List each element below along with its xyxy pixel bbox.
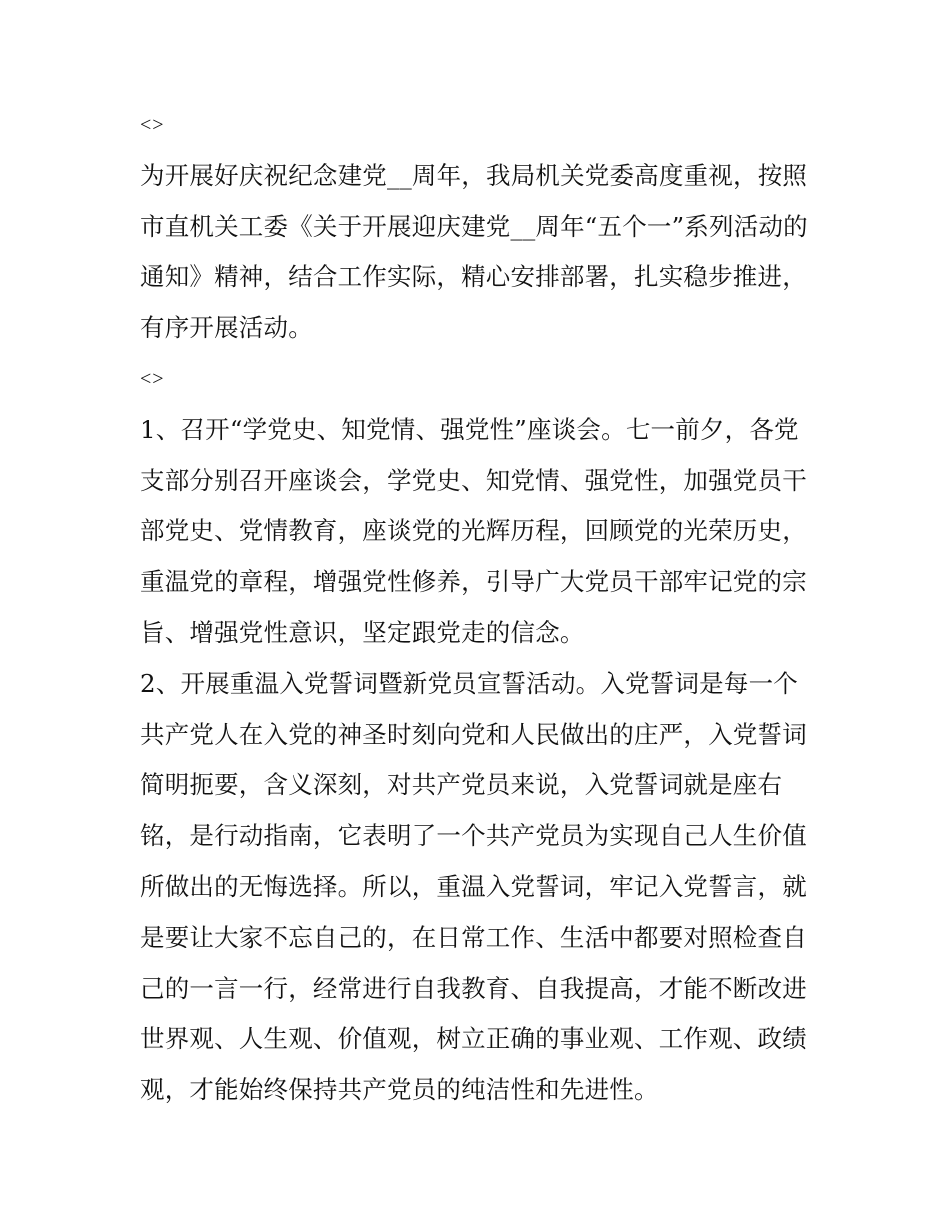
- section-marker-2: <>: [140, 367, 165, 390]
- paragraph-item-1: 1、召开“学党史、知党情、强党性”座谈会。七一前夕，各党支部分别召开座谈会，学党史、知党情、强党性，加强党员干部党史、党情教育，座谈党的光辉历程，回顾党的光荣历史，重温党的章程，增强党性修养，引导广大党员干部牢记党的宗旨、增强党性意识，坚定跟党走的信念。: [140, 414, 807, 647]
- paragraph-item-2: 2、开展重温入党誓词暨新党员宣誓活动。入党誓词是每一个共产党人在入党的神圣时刻向党和人民做出的庄严，入党誓词简明扼要，含义深刻，对共产党员来说，入党誓词就是座右铭，是行动指南，它表明了一个共产党员为实现自己人生价值所做出的无悔选择。所以，重温入党誓词，牢记入党誓言，就是要让大家不忘自己的，在日常工作、生活中都要对照检查自己的一言一行，经常进行自我教育、自我提高，才能不断改进世界观、人生观、价值观，树立正确的事业观、工作观、政绩观，才能始终保持共产党员的纯洁性和先进性。: [140, 668, 807, 1105]
- document-body: [140, 100, 820, 1116]
- paragraph-intro: 为开展好庆祝纪念建党__周年，我局机关党委高度重视，按照市直机关工委《关于开展迎庆建党__周年“五个一”系列活动的通知》精神，结合工作实际，精心安排部署，扎实稳步推进，有序开展活动。: [140, 160, 808, 343]
- section-marker-1: <>: [140, 114, 165, 136]
